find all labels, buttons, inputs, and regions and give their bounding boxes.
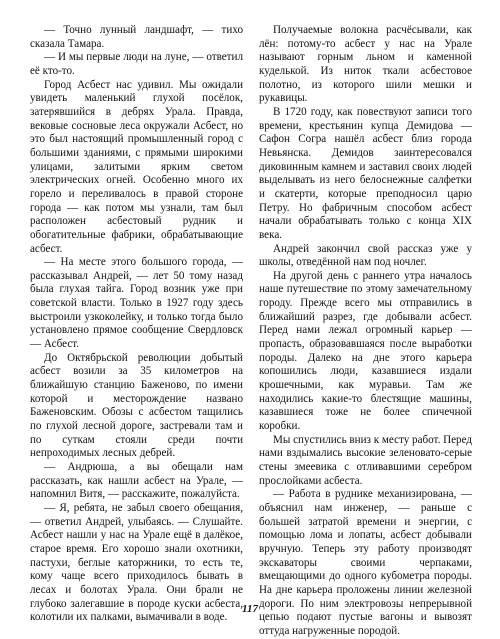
paragraph: — Точно лунный ландшафт, — тихо сказала Тамара. [30, 24, 243, 50]
paragraph: — И мы первые люди на луне, — ответил её кто-то. [30, 51, 243, 77]
paragraph: Мы спустились вниз к месту работ. Перед нами вздымались высокие зеленовато-серые стены змеевика с отливавшими серебром прослойками асбеста. [259, 433, 473, 487]
paragraph: Андрей закончил свой рассказ уже у школы, отведённой нам под ночлег. [259, 242, 472, 269]
paragraph: Город Асбест нас удивил. Мы ожидали увидеть маленький глухой посёлок, затерявшийся в дебрях Урала. Правда, вековые сосновые леса окружали Асбест, но это был настоящий промышленный город с большими зданиями, с прямыми широкими улицами, залитыми ярким светом электрических огней. Особенно много их горело и переливалось в правой стороне города — как потом мы узнали, там был расположен асбестовый рудник и обогатительные фабрики, обрабатывающие асбест. [30, 78, 243, 255]
paragraph: На другой день с раннего утра началось наше путешествие по этому замечательному городу. Прежде всего мы отправились в ближайший разрез, где добывали асбест. Перед нами лежал огромный карьер — пропасть, образовавшаяся после выработки породы. Далеко на дне этого карьера копошились люди, казавшиеся издали крошечными, как муравьи. Там же находились какие-то блестящие машины, казавшиеся тоже не более спичечной коробки. [259, 269, 472, 433]
paragraph: — Андрюша, а вы обещали нам рассказать, как нашли асбест на Урале, — напомнил Витя, — расскажите, пожалуйста. [30, 461, 243, 501]
paragraph: Получаемые волокна расчёсывали, как лён: потому-то асбест у нас на Урале называют горным льном и каменной куделькой. Из ниток ткали асбестовое полотно, из которого шили мешки и рукавицы. [259, 24, 472, 105]
right-column [259, 24, 472, 639]
left-column [30, 24, 243, 625]
paragraph: — Работа в руднике механизирована, — объяснил нам инженер, — раньше с большей затратой времени и энергии, с помощью лома и лопаты, асбест добывали вручную. Теперь эту работу производят экскаваторы своими черпаками, вмещающими до одного кубометра породы. На дне карьера проложены линии железной дороги. По ним электровозы непрерывной цепью подают пустые вагоны и вывозят оттуда нагруженные породой. [259, 488, 472, 637]
page-number: 117 [242, 603, 258, 615]
paragraph: — Я, ребята, не забыл своего обещания, — ответил Андрей, улыбаясь. — Слушайте. Асбест нашли у нас на Урале ещё в далёкое, старое время. Его хорошо знали охотники, пастухи, беглые каторжники, то есть те, кому чаще всего приходилось бывать в лесах и болотах Урала. Они брали не глубоко залегавшие в породе куски асбеста, колотили их палками, вымачивали в воде. [30, 501, 243, 624]
paragraph: В 1720 году, как повествуют записи того времени, крестьянин купца Демидова — Сафон Согра нашёл асбест близ города Невьянска. Демидов заинтересовался диковинным камнем и заставил своих людей выделывать из него белоснежные салфетки и скатерти, которые преподносил царю Петру. Но фабричным способом асбест начали обрабатывать только с конца XIX века. [259, 105, 472, 241]
paragraph: До Октябрьской революции добытый асбест возили за 35 километров на ближайшую станцию Баженово, по имени которой и месторождение названо Баженовским. Обозы с асбестом тащились по глухой лесной дороге, застревали там и по суткам стояли среди почти непроходимых лесных дебрей. [30, 351, 243, 460]
paragraph: — На месте этого большого города, — рассказывал Андрей, — лет 50 тому назад была глухая тайга. Город возник уже при советской власти. Только в 1927 году здесь выстроили узкоколейку, и только тогда было установлено прямое сообщение Свердловск — Асбест. [30, 256, 243, 351]
